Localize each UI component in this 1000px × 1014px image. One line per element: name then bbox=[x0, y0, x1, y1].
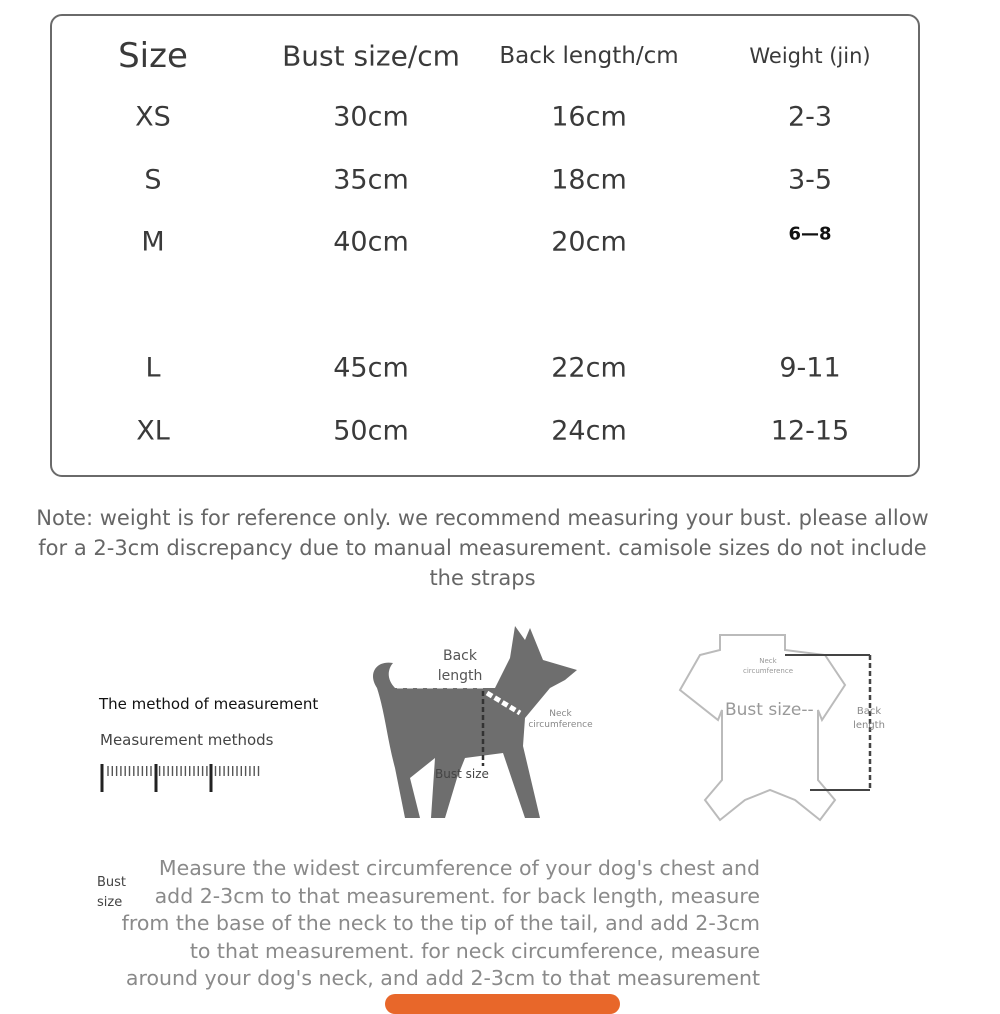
table-cell: 20cm bbox=[551, 226, 627, 258]
table-cell: XS bbox=[135, 101, 171, 133]
dog-neck-label: Neck circumference bbox=[528, 709, 593, 730]
table-cell: 3-5 bbox=[787, 164, 833, 196]
method-title: The method of measurement bbox=[99, 695, 319, 713]
dog-bust-label: Bust size bbox=[435, 767, 489, 781]
table-cell: 18cm bbox=[551, 164, 627, 196]
dog-back-length-label: Back length bbox=[437, 648, 483, 684]
bust-size-side-label: Bust size bbox=[97, 875, 127, 910]
table-cell: 16cm bbox=[551, 101, 627, 133]
instructions-text: Measure the widest circumference of your dog's chest and add 2-3cm to that measurement. for back length, measure from the base of the neck to the tip of the tail, and add 2-3cm to that measurement. for neck circumference, measure around your dog's neck, and add 2-3cm to that measurement bbox=[121, 856, 760, 990]
table-cell: 45cm bbox=[333, 352, 409, 384]
table-cell: L bbox=[145, 352, 161, 384]
table-cell: 9-11 bbox=[779, 352, 841, 384]
method-subtitle: Measurement methods bbox=[100, 731, 274, 749]
ruler-icon bbox=[98, 760, 268, 796]
size-chart-table bbox=[50, 14, 920, 477]
garment-neck-label: Neck circumference bbox=[742, 657, 793, 675]
table-cell: M bbox=[141, 226, 165, 258]
column-header: Weight (jin) bbox=[749, 44, 871, 68]
table-cell: 50cm bbox=[333, 415, 409, 447]
table-cell: 35cm bbox=[333, 164, 409, 196]
table-cell: S bbox=[144, 164, 162, 196]
column-header: Size bbox=[118, 36, 188, 76]
note-text: Note: weight is for reference only. we recommend measuring your bust. please allow for a 2-3cm discrepancy due to manual measurement. camisole sizes do not include the straps bbox=[36, 506, 929, 590]
garment-bust-label: Bust size-- bbox=[725, 700, 814, 720]
table-cell: 40cm bbox=[333, 226, 409, 258]
table-cell: 22cm bbox=[551, 352, 627, 384]
column-header: Bust size/cm bbox=[282, 39, 460, 73]
table-cell: XL bbox=[136, 415, 170, 447]
column-header: Back length/cm bbox=[499, 43, 679, 69]
garment-back-label: Back length bbox=[853, 706, 885, 731]
table-cell: 6—8 bbox=[788, 223, 832, 245]
table-cell: 24cm bbox=[551, 415, 627, 447]
table-cell: 30cm bbox=[333, 101, 409, 133]
table-cell: 2-3 bbox=[787, 101, 833, 133]
orange-banner bbox=[385, 994, 620, 1014]
table-cell: 12-15 bbox=[770, 415, 850, 447]
